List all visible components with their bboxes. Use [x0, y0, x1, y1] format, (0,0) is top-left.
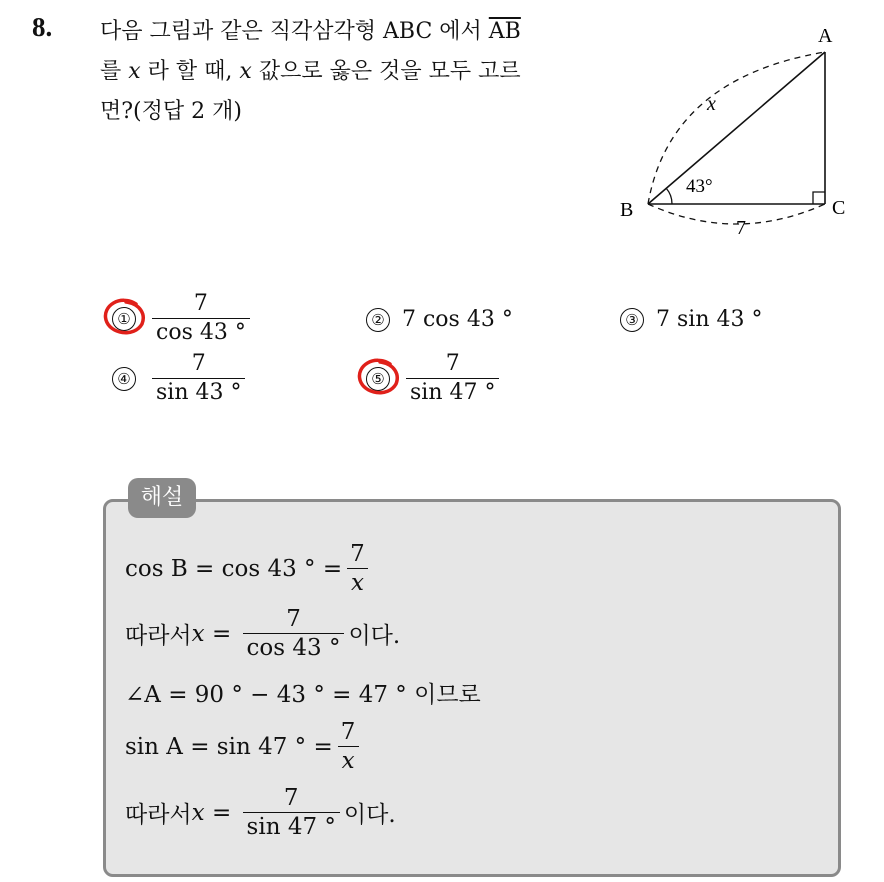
choice-1-number: ① [112, 307, 136, 331]
right-angle-mark [813, 192, 825, 204]
choice-1-fraction [152, 290, 250, 347]
stem-line-2 [100, 52, 600, 92]
stem-line-1 [100, 12, 600, 52]
fraction [243, 605, 345, 662]
equals: = [204, 620, 239, 647]
variable-x: x [239, 59, 252, 84]
solution-line-5 [125, 784, 396, 841]
choice-5[interactable] [366, 350, 503, 407]
question-number: 8. [32, 12, 53, 42]
angle-arc [666, 188, 672, 204]
question-stem [100, 12, 600, 132]
triangle-figure [610, 18, 870, 248]
fraction [243, 784, 340, 841]
stem-line-3: 면?(정답 2 개) [100, 99, 242, 124]
solution-line-3: ∠A = 90 ° − 43 ° = 47 ° 이므로 [125, 682, 481, 708]
text: 따라서 [125, 623, 192, 649]
equals: = [204, 799, 239, 826]
choice-5-fraction [406, 350, 499, 407]
numerator: 7 [193, 291, 208, 316]
choice-1[interactable] [112, 290, 254, 347]
choice-4-number: ④ [112, 367, 136, 391]
hyp-label: x [707, 93, 716, 115]
side-ab [648, 52, 825, 204]
vertex-a-label: A [818, 25, 833, 47]
numerator: 7 [340, 719, 356, 745]
variable-x: x [191, 620, 205, 647]
text: 이다. [343, 802, 396, 828]
denominator: sin 47 ° [243, 812, 340, 841]
equation-text: cos B = cos 43 ° = [125, 555, 343, 582]
text: 따라서 [125, 802, 192, 828]
choice-2[interactable] [366, 307, 513, 332]
stem-text: 라 할 때, [140, 59, 240, 84]
equation-text: sin A = sin 47 ° = [125, 733, 333, 760]
choice-3-number: ③ [620, 308, 644, 332]
denominator: x [338, 746, 359, 775]
numerator: 7 [286, 606, 301, 632]
numerator: 7 [350, 541, 365, 567]
solution-line-4 [125, 718, 363, 775]
stem-text: 를 [100, 59, 129, 84]
denominator: x [347, 568, 368, 597]
choice-2-number: ② [366, 308, 390, 332]
stem-text: 다음 그림과 같은 직각삼각형 ABC 에서 [100, 19, 489, 44]
fraction [337, 718, 360, 775]
choice-5-number: ⑤ [366, 367, 390, 391]
choice-3-text: 7 sin 43 ° [656, 307, 763, 332]
base-label: 7 [736, 217, 746, 239]
denominator: sin 47 ° [406, 378, 499, 407]
choice-3[interactable] [620, 307, 762, 332]
variable-x: x [191, 799, 205, 826]
denominator: sin 43 ° [152, 378, 245, 407]
vertex-c-label: C [832, 197, 846, 219]
fraction [346, 540, 369, 597]
numerator: 7 [283, 785, 299, 811]
stem-text: 값으로 옳은 것을 모두 고르 [251, 59, 521, 84]
choice-4[interactable] [112, 350, 249, 407]
solution-tag: 해설 [128, 478, 196, 518]
variable-x: x [128, 59, 141, 84]
segment-ab: $\overline{AB}$ [488, 19, 521, 44]
choice-4-fraction [152, 350, 245, 407]
numerator: 7 [191, 351, 206, 376]
angle-label: 43° [686, 176, 713, 197]
denominator: cos 43 ° [152, 318, 250, 347]
denominator: cos 43 ° [243, 633, 345, 662]
text: 이다. [348, 623, 401, 649]
solution-line-1 [125, 540, 373, 597]
solution-line-2 [125, 605, 400, 662]
vertex-b-label: B [620, 199, 634, 221]
numerator: 7 [445, 351, 460, 376]
choice-2-text: 7 cos 43 ° [402, 307, 513, 332]
